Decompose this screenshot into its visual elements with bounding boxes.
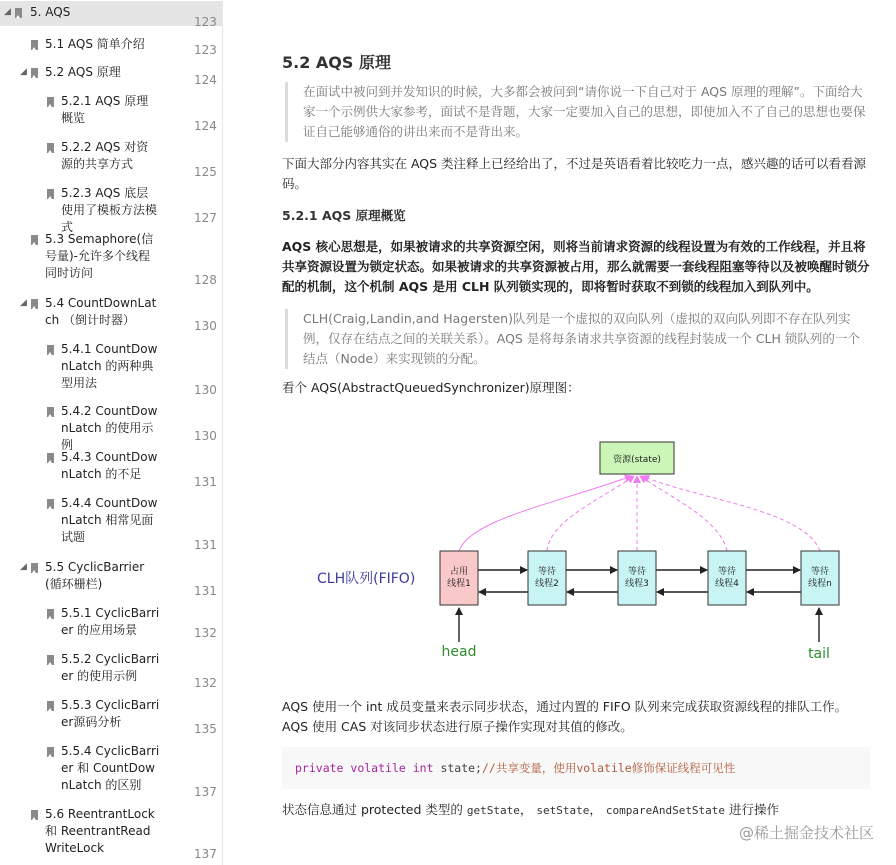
core-idea-paragraph: AQS 核心思想是，如果被请求的共享资源空闲，则将当前请求资源的线程设置为有效的工作线程，并且将共享资源设置为锁定状态。如果被请求的共享资源被占用，那么就需要一套线程阻塞等待以及被唤醒时锁分配的机制，这个机制 AQS 是用 CLH 队列锁实现的，即将暂时获取不到锁的线程加入到队列中。 xyxy=(282,239,870,294)
toc-item[interactable] xyxy=(0,492,222,551)
toc-item-label: 5.5 CyclicBarrier(循环栅栏) xyxy=(45,560,145,591)
method-compareandsetstate: compareAndSetState xyxy=(605,804,726,817)
queue-node-label: 线程4 xyxy=(715,579,739,589)
para-source-note: 下面大部分内容其实在 AQS 类注释上已经给出了，不过是英语看着比较吃力一点，感兴趣的话可以看看源码。 xyxy=(282,156,867,191)
toc-item-label: 5.4.1 CountDownLatch 的两种典型用法 xyxy=(61,342,158,390)
toc-item-page: 137 xyxy=(194,785,217,799)
toc-item[interactable] xyxy=(0,740,222,799)
toc-item-label: 5.2.2 AQS 对资源的共享方式 xyxy=(61,140,149,171)
toc-sidebar xyxy=(0,0,223,865)
toc-item[interactable] xyxy=(0,228,222,287)
queue-node-label: 线程1 xyxy=(447,579,471,589)
toc-item[interactable] xyxy=(0,90,222,132)
toc-item-label: 5.6 ReentrantLock 和 ReentrantReadWriteLock xyxy=(45,807,155,855)
queue-node-box xyxy=(618,551,656,605)
queue-node-box xyxy=(708,551,746,605)
toc-item-page: 131 xyxy=(194,538,217,552)
code-keyword-volatile: volatile xyxy=(350,761,406,775)
clh-quote: CLH(Craig,Landin,and Hagersten)队列是一个虚拟的双向队列（虚拟的双向队列即不存在队列实例，仅存在结点之间的关联关系）。AQS 是将每条请求共享资源的线程封装成一个 CLH 锁队列的一个结点（Node）来实现锁的分配。 xyxy=(285,309,870,369)
para-sync-state: AQS 使用一个 int 成员变量来表示同步状态，通过内置的 FIFO 队列来完成获取资源线程的排队工作。AQS 使用 CAS 对该同步状态进行原子操作实现对其值的修改。 xyxy=(282,699,848,734)
watermark: @稀土掘金技术社区 xyxy=(738,824,874,842)
bookmark-icon xyxy=(31,563,38,573)
code-block xyxy=(282,747,870,789)
bookmark-icon xyxy=(31,68,38,78)
toc-item[interactable] xyxy=(0,1,222,29)
status-sep2: ， xyxy=(589,802,602,817)
toc-item-page: 135 xyxy=(194,722,217,736)
tail-label: tail xyxy=(808,646,830,662)
aqs-diagram xyxy=(300,430,860,670)
clh-queue-label: CLH队列(FIFO) xyxy=(317,571,416,587)
toc-item[interactable] xyxy=(0,446,222,488)
toc-item[interactable] xyxy=(0,292,222,334)
toc-item[interactable] xyxy=(0,33,222,58)
toc-item[interactable] xyxy=(0,803,222,862)
bookmark-icon xyxy=(47,747,54,757)
toc-item-page: 131 xyxy=(194,584,217,598)
code-keyword-private: private xyxy=(295,761,344,775)
toc-item-label: 5.5.3 CyclicBarrier源码分析 xyxy=(61,698,160,729)
code-comment: //共享变量，使用volatile修饰保证线程可见性 xyxy=(481,761,736,775)
queue-node-label: 线程3 xyxy=(625,579,649,589)
queue-node-label: 线程n xyxy=(808,579,832,589)
status-info-line xyxy=(282,800,872,821)
queue-node-box xyxy=(440,551,478,605)
bookmark-icon xyxy=(31,299,38,309)
toc-item-page: 124 xyxy=(194,119,217,133)
queue-node-label: 等待 xyxy=(717,567,737,577)
bookmark-icon xyxy=(47,499,54,509)
wait-resource-arc xyxy=(640,476,727,551)
resource-state-label: 资源(state) xyxy=(613,455,661,465)
bookmark-icon xyxy=(31,810,38,820)
toc-item-label: 5.4.4 CountDownLatch 相常见面试题 xyxy=(61,496,158,544)
queue-node-box xyxy=(528,551,566,605)
toc-item-page: 130 xyxy=(194,383,217,397)
bookmark-icon xyxy=(47,97,54,107)
code-keyword-int: int xyxy=(412,761,434,775)
toc-item-page: 125 xyxy=(194,165,217,179)
toc-item-label: 5.5.1 CyclicBarrier 的应用场景 xyxy=(61,606,160,637)
toc-item[interactable] xyxy=(0,182,222,234)
toc-item-label: 5.2.1 AQS 原理概览 xyxy=(61,94,149,125)
expand-toggle-icon[interactable]: ◢ xyxy=(20,67,27,77)
queue-node-label: 等待 xyxy=(627,567,647,577)
toc-item-label: 5.5.2 CyclicBarrier 的使用示例 xyxy=(61,652,160,683)
hold-resource-arc xyxy=(459,476,632,551)
bookmark-icon xyxy=(47,655,54,665)
bookmark-icon xyxy=(47,701,54,711)
toc-item[interactable] xyxy=(0,648,222,690)
toc-item[interactable] xyxy=(0,338,222,397)
toc-item-label: 5.1 AQS 简单介绍 xyxy=(45,37,145,51)
section-title: 5.2 AQS 原理 xyxy=(282,53,391,72)
toc-item[interactable] xyxy=(0,556,222,598)
expand-toggle-icon[interactable]: ◢ xyxy=(20,298,27,308)
toc-item-page: 132 xyxy=(194,626,217,640)
method-getstate: getState xyxy=(466,804,520,817)
bookmark-icon xyxy=(47,143,54,153)
toc-item-page: 137 xyxy=(194,847,217,861)
bookmark-icon xyxy=(47,189,54,199)
code-identifier: state; xyxy=(433,761,482,775)
queue-node-box xyxy=(801,551,839,605)
bookmark-icon xyxy=(47,453,54,463)
bookmark-icon xyxy=(47,345,54,355)
toc-item[interactable] xyxy=(0,61,222,86)
status-suffix: 进行操作 xyxy=(729,802,780,817)
toc-item-label: 5.2 AQS 原理 xyxy=(45,65,121,79)
queue-node-label: 线程2 xyxy=(535,579,559,589)
toc-item-page: 127 xyxy=(194,211,217,225)
queue-node-label: 占用 xyxy=(449,567,469,577)
toc-item[interactable] xyxy=(0,136,222,178)
toc-item-page: 123 xyxy=(194,43,217,57)
toc-item-label: 5. AQS xyxy=(30,5,71,19)
bookmark-icon xyxy=(31,40,38,50)
wait-resource-arc xyxy=(642,476,820,551)
subsection-title: 5.2.1 AQS 原理概览 xyxy=(282,208,406,223)
expand-toggle-icon[interactable]: ◢ xyxy=(4,7,11,17)
queue-node-label: 等待 xyxy=(537,567,557,577)
toc-item-label: 5.5.4 CyclicBarrier 和 CountDownLatch 的区别 xyxy=(61,744,160,792)
status-sep1: ， xyxy=(519,802,533,817)
wait-resource-arc xyxy=(547,476,634,551)
intro-quote: 在面试中被问到并发知识的时候，大多都会被问到“请你说一下自己对于 AQS 原理的理解”。下面给大家一个示例供大家参考，面试不是背题，大家一定要加入自己的思想，即使加入不了自己的思想也要保证自己能够通俗的讲出来而不是背出来。 xyxy=(285,82,870,142)
bookmark-icon xyxy=(47,407,54,417)
toc-item-page: 123 xyxy=(194,15,217,29)
method-setstate: setState xyxy=(536,804,590,817)
queue-node-label: 等待 xyxy=(810,567,830,577)
toc-item-label: 5.2.3 AQS 底层使用了模板方法模式 xyxy=(61,186,158,234)
expand-toggle-icon[interactable]: ◢ xyxy=(20,562,27,572)
toc-item-page: 131 xyxy=(194,475,217,489)
head-label: head xyxy=(441,644,477,660)
toc-item[interactable] xyxy=(0,602,222,644)
toc-item-page: 132 xyxy=(194,676,217,690)
bookmark-icon xyxy=(15,8,22,18)
toc-item[interactable] xyxy=(0,400,222,452)
toc-item-page: 124 xyxy=(194,73,217,87)
toc-item-label: 5.3 Semaphore(信号量)-允许多个线程同时访问 xyxy=(45,232,154,280)
toc-item-label: 5.4 CountDownLatch （倒计时器） xyxy=(45,296,157,327)
bookmark-icon xyxy=(31,235,38,245)
bookmark-icon xyxy=(47,609,54,619)
diagram-intro: 看个 AQS(AbstractQueuedSynchronizer)原理图： xyxy=(282,380,580,395)
toc-item-page: 130 xyxy=(194,319,217,333)
toc-item-label: 5.4.3 CountDownLatch 的不足 xyxy=(61,450,158,481)
toc-item[interactable] xyxy=(0,694,222,736)
status-prefix: 状态信息通过 protected 类型的 xyxy=(282,802,463,817)
toc-item-page: 128 xyxy=(194,273,217,287)
toc-item-label: 5.4.2 CountDownLatch 的使用示例 xyxy=(61,404,158,452)
toc-item-page: 130 xyxy=(194,429,217,443)
